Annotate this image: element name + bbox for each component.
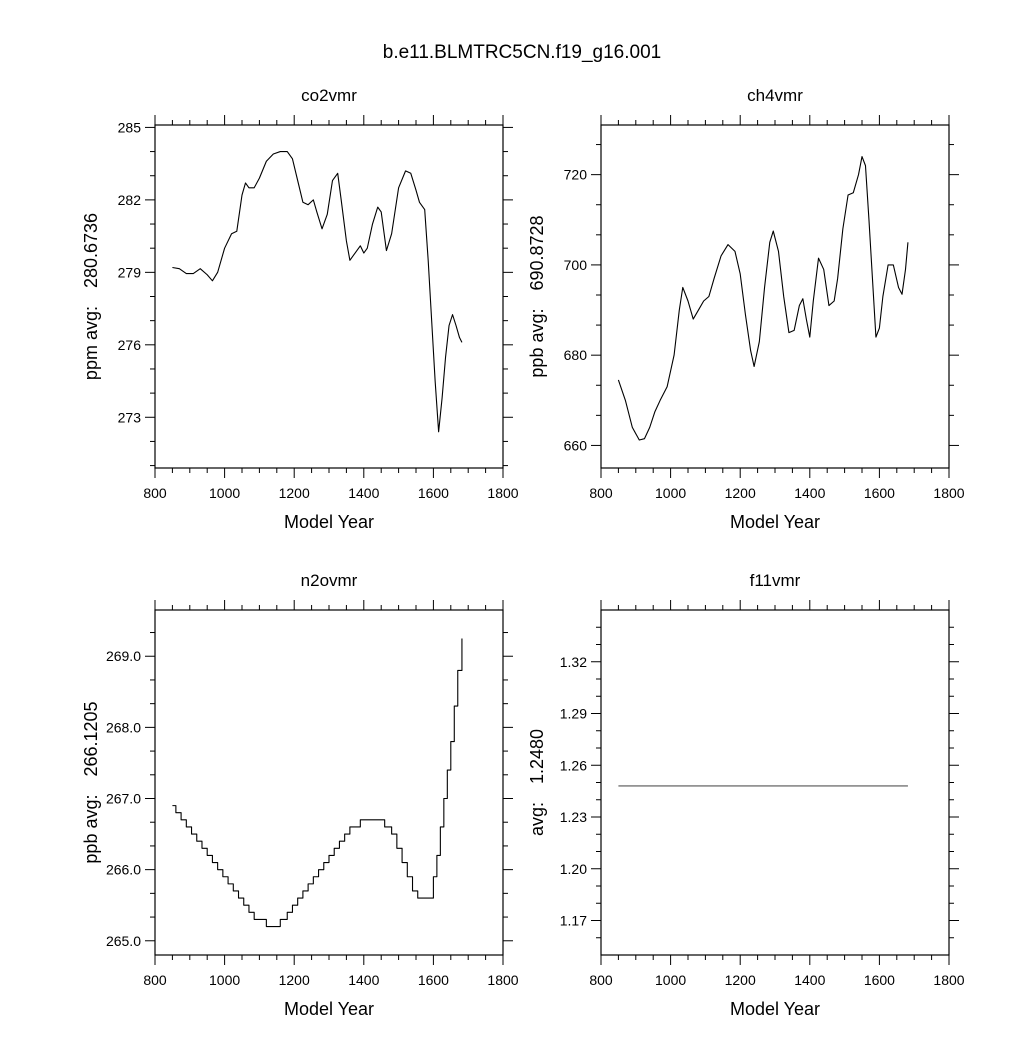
y-axis-label-value: 1.2480: [527, 728, 547, 785]
y-axis-label: [527, 729, 547, 836]
y-tick-label: 720: [563, 166, 587, 183]
x-tick-label: 1800: [487, 972, 519, 988]
y-axis-label-value: 690.8728: [527, 215, 547, 291]
x-tick-label: 1800: [933, 485, 965, 501]
plot-frame: [155, 610, 503, 955]
y-tick-label: 1.32: [559, 653, 587, 670]
chart-panel-f11vmr: [527, 571, 965, 1019]
x-tick-label: 1800: [487, 485, 519, 501]
y-axis-label-prefix: ppb avg:: [527, 308, 547, 378]
plot-frame: [155, 125, 503, 468]
x-tick-label: 1400: [348, 972, 380, 988]
y-tick-label: 1.23: [559, 809, 587, 825]
series-line-n2ovmr: [172, 638, 462, 926]
y-tick-label: 1.26: [559, 757, 587, 774]
y-tick-label: 268.0: [105, 719, 141, 736]
y-axis-label-value: 266.1205: [81, 701, 101, 777]
y-tick-label: 680: [563, 347, 587, 364]
x-tick-label: 1000: [655, 485, 687, 501]
y-tick-label: 660: [563, 437, 587, 454]
x-tick-label: 800: [589, 485, 613, 501]
y-tick-label: 1.17: [559, 912, 587, 929]
y-axis-label-prefix: ppm avg:: [81, 306, 101, 381]
x-tick-label: 1800: [933, 972, 965, 988]
y-tick-label: 266.0: [105, 861, 141, 878]
panel-title: co2vmr: [301, 86, 357, 105]
figure-title: b.e11.BLMTRC5CN.f19_g16.001: [382, 42, 662, 63]
y-axis-label: [527, 215, 547, 377]
panels: [81, 86, 965, 1019]
y-tick-label: 279: [117, 264, 141, 281]
chart-panel-co2vmr: [81, 86, 519, 532]
x-tick-label: 1600: [863, 972, 895, 988]
series-line-ch4vmr: [618, 157, 908, 440]
x-tick-label: 800: [143, 485, 167, 501]
x-tick-label: 1000: [209, 972, 241, 988]
y-axis-label-prefix: ppb avg:: [81, 794, 101, 864]
y-tick-label: 265.0: [105, 932, 141, 949]
y-axis-label-value: 280.6736: [81, 212, 101, 289]
x-tick-label: 800: [143, 972, 167, 988]
x-tick-label: 1600: [417, 485, 449, 501]
y-axis-label: [81, 213, 101, 380]
y-tick-label: 269.0: [105, 648, 141, 665]
x-tick-label: 1600: [417, 972, 449, 988]
x-tick-label: 1200: [724, 485, 756, 501]
x-axis-label: Model Year: [283, 999, 375, 1019]
x-tick-label: 1400: [794, 972, 826, 988]
y-tick-label: 273: [117, 409, 141, 426]
x-tick-label: 800: [589, 972, 613, 988]
x-tick-label: 1000: [209, 485, 241, 501]
series-line-co2vmr: [172, 152, 462, 432]
panel-title: ch4vmr: [747, 86, 803, 105]
y-tick-label: 282: [117, 191, 141, 208]
panel-title: n2ovmr: [300, 571, 358, 590]
panel-title: f11vmr: [749, 571, 801, 590]
y-axis-label-prefix: avg:: [527, 802, 547, 837]
x-tick-label: 1600: [863, 485, 895, 501]
y-tick-label: 267.0: [105, 790, 141, 807]
y-tick-label: 1.29: [559, 705, 587, 722]
x-tick-label: 1000: [655, 972, 687, 988]
x-tick-label: 1200: [278, 972, 310, 988]
x-tick-label: 1200: [278, 485, 310, 501]
plot-frame: [601, 610, 949, 955]
y-tick-label: 276: [117, 336, 141, 353]
x-axis-label: Model Year: [729, 999, 821, 1019]
x-tick-label: 1400: [794, 485, 826, 501]
y-tick-label: 285: [117, 119, 141, 136]
x-axis-label: Model Year: [729, 512, 821, 532]
y-tick-label: 700: [563, 256, 587, 273]
x-tick-label: 1400: [348, 485, 380, 501]
x-axis-label: Model Year: [283, 512, 375, 532]
x-tick-label: 1200: [724, 972, 756, 988]
chart-panel-ch4vmr: [527, 86, 965, 532]
y-axis-label: [81, 701, 101, 863]
chart-panel-n2ovmr: [81, 571, 519, 1019]
y-tick-label: 1.20: [559, 860, 587, 877]
